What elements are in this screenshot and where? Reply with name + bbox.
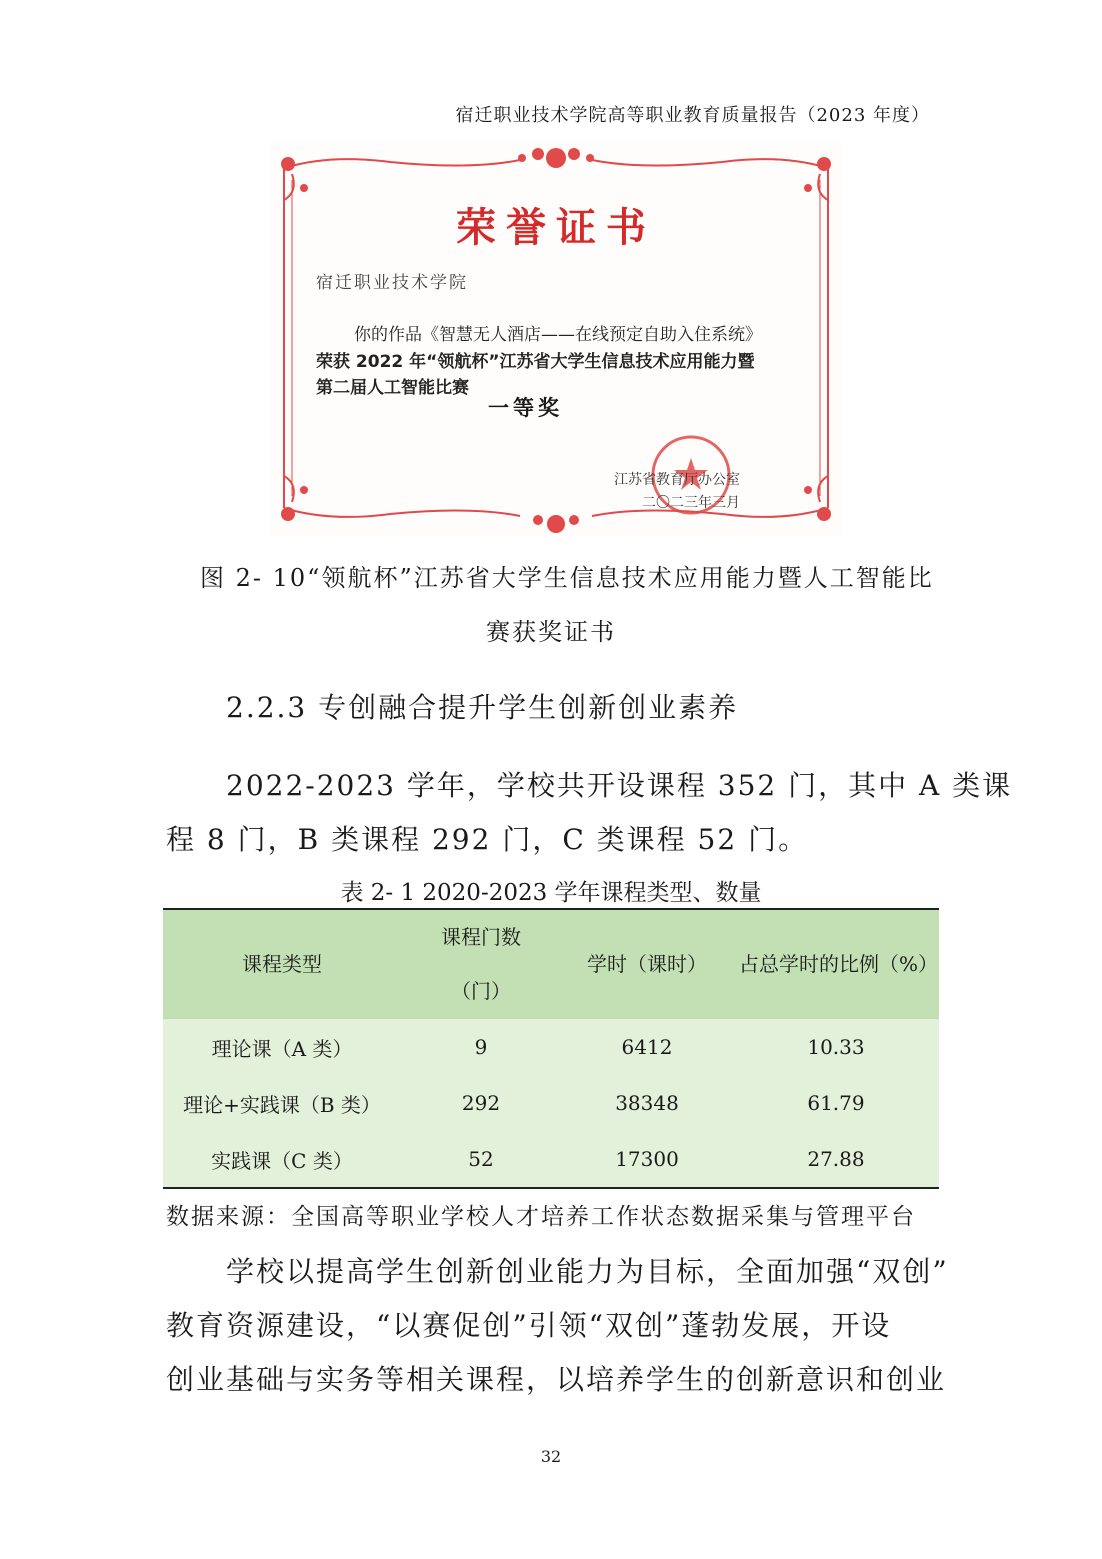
cell-type: 理论课（A 类） [211,1036,353,1061]
header-course-count [401,909,561,1019]
cell-count: 9 [474,1035,488,1059]
cell-hours: 6412 [621,1035,673,1059]
cell-hours: 17300 [561,1131,733,1188]
certificate-date: 二〇二三年三月 [642,495,740,511]
header-hours: 学时（课时） [561,909,733,1019]
figure-caption-line1: 图 2- 10“领航杯”江苏省大学生信息技术应用能力暨人工智能比 [200,564,934,592]
paragraph-line: 教育资源建设，“以赛促创”引领“双创”蓬勃发展，开设 [166,1309,892,1342]
section-heading: 2.2.3 专创融合提升学生创新创业素养 [226,691,739,724]
cell-count: 52 [401,1131,561,1188]
data-source-note: 数据来源：全国高等职业学校人才培养工作状态数据采集与管理平台 [166,1204,916,1230]
certificate-text-line: 荣获 2022 年“领航杯”江苏省大学生信息技术应用能力暨 [316,352,755,372]
table-header-row [163,909,939,1019]
certificate-text-line: 你的作品《智慧无人酒店——在线预定自助入住系统》 [354,325,762,345]
header-course-type: 课程类型 [163,909,401,1019]
certificate-award: 一等奖 [488,395,563,420]
header-ratio: 占总学时的比例（%） [733,909,939,1019]
paragraph-line: 学校以提高学生创新创业能力为目标，全面加强“双创” [226,1255,949,1288]
certificate-text-line: 第二届人工智能比赛 [316,378,469,398]
course-type-table [163,908,939,1189]
table-row [163,1019,939,1076]
cell-type: 实践课（C 类） [163,1131,401,1188]
certificate-recipient: 宿迁职业技术学院 [316,273,468,293]
table-row [163,1131,939,1188]
running-header: 宿迁职业技术学院高等职业教育质量报告（2023 年度） [455,105,930,126]
cell-ratio: 27.88 [733,1131,939,1188]
header-count-line1: 课程门数 [441,925,521,949]
cell-ratio: 61.79 [807,1091,865,1115]
table-caption: 表 2- 1 2020-2023 学年课程类型、数量 [340,880,762,906]
paragraph-line: 2022-2023 学年，学校共开设课程 352 门，其中 A 类课 [226,769,1013,802]
honor-certificate-image [270,140,842,536]
cell-ratio: 10.33 [807,1035,865,1059]
header-count-line2: （门） [451,979,511,1003]
figure-caption-line2: 赛获奖证书 [486,618,616,646]
certificate-issuer: 江苏省教育厅办公室 [614,472,740,488]
cell-hours: 38348 [615,1091,679,1115]
page-number: 32 [540,1447,562,1466]
cell-type: 理论+实践课（B 类） [183,1092,381,1117]
paragraph-line: 创业基础与实务等相关课程，以培养学生的创新意识和创业 [166,1363,947,1396]
certificate-title: 荣誉证书 [456,204,656,251]
cell-count: 292 [461,1091,501,1115]
paragraph-line: 程 8 门，B 类课程 292 门，C 类课程 52 门。 [166,823,809,856]
table-row [163,1075,939,1131]
